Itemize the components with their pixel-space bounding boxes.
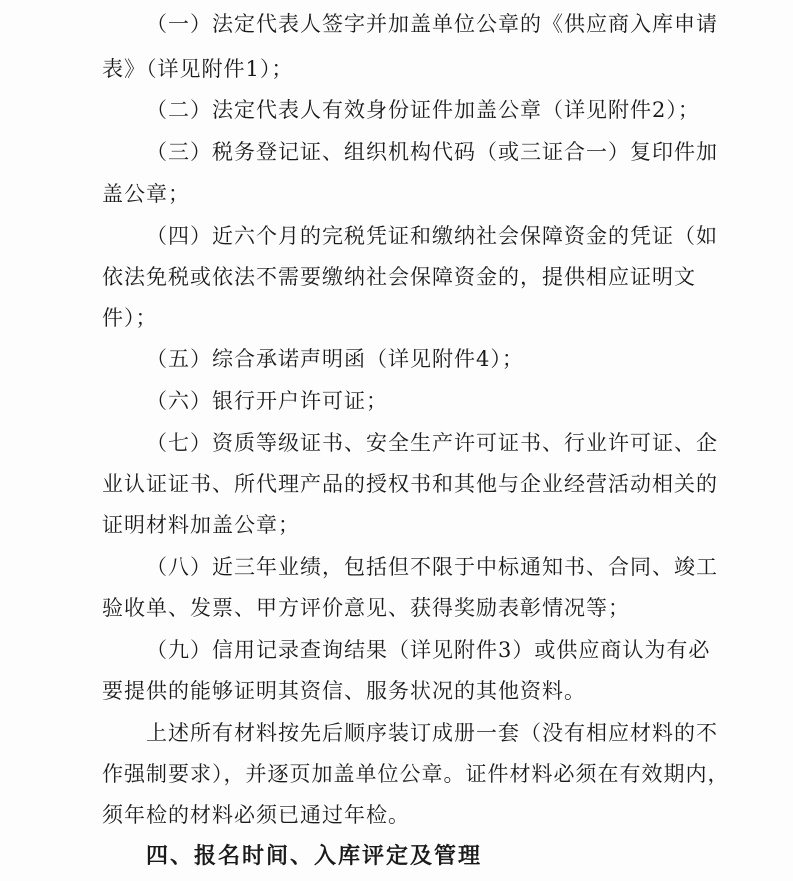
text-line-7: 依法免税或依法不需要缴纳社会保障资金的，提供相应证明文 [102, 265, 696, 289]
text-line-16: （九）信用记录查询结果（详见附件3）或供应商认为有必 [146, 638, 711, 662]
text-line-12: 业认证证书、所代理产品的授权书和其他与企业经营活动相关的 [102, 472, 718, 496]
text-line-1: （一）法定代表人签字并加盖单位公章的《供应商入库申请 [146, 12, 718, 36]
text-line-2: 表》（详见附件1）； [102, 57, 294, 81]
text-line-11: （七）资质等级证书、安全生产许可证书、行业许可证、企 [146, 431, 718, 455]
text-line-17: 要提供的能够证明其资信、服务状况的其他资料。 [102, 679, 586, 703]
text-line-8: 件）； [102, 306, 158, 330]
text-line-4: （三）税务登记证、组织机构代码（或三证合一）复印件加 [146, 140, 718, 164]
text-line-13: 证明材料加盖公章； [102, 513, 300, 537]
text-line-19: 作强制要求），并逐页加盖单位公章。证件材料必须在有效期内， [102, 762, 730, 786]
text-line-10: （六）银行开户许可证； [146, 389, 388, 413]
text-line-5: 盖公章； [102, 182, 190, 206]
text-line-18: 上述所有材料按先后顺序装订成册一套（没有相应材料的不 [146, 721, 718, 745]
text-line-15: 验收单、发票、甲方评价意见、获得奖励表彰情况等； [102, 596, 630, 620]
text-line-9: （五）综合承诺声明函（详见附件4）； [146, 347, 524, 371]
section-heading: 四、报名时间、入库评定及管理 [146, 844, 483, 869]
text-line-6: （四）近六个月的完税凭证和缴纳社会保障资金的凭证（如 [146, 224, 718, 248]
text-line-3: （二）法定代表人有效身份证件加盖公章（详见附件2）； [146, 98, 700, 122]
text-line-14: （八）近三年业绩，包括但不限于中标通知书、合同、竣工 [146, 555, 718, 579]
text-line-20: 须年检的材料必须已通过年检。 [102, 803, 410, 827]
